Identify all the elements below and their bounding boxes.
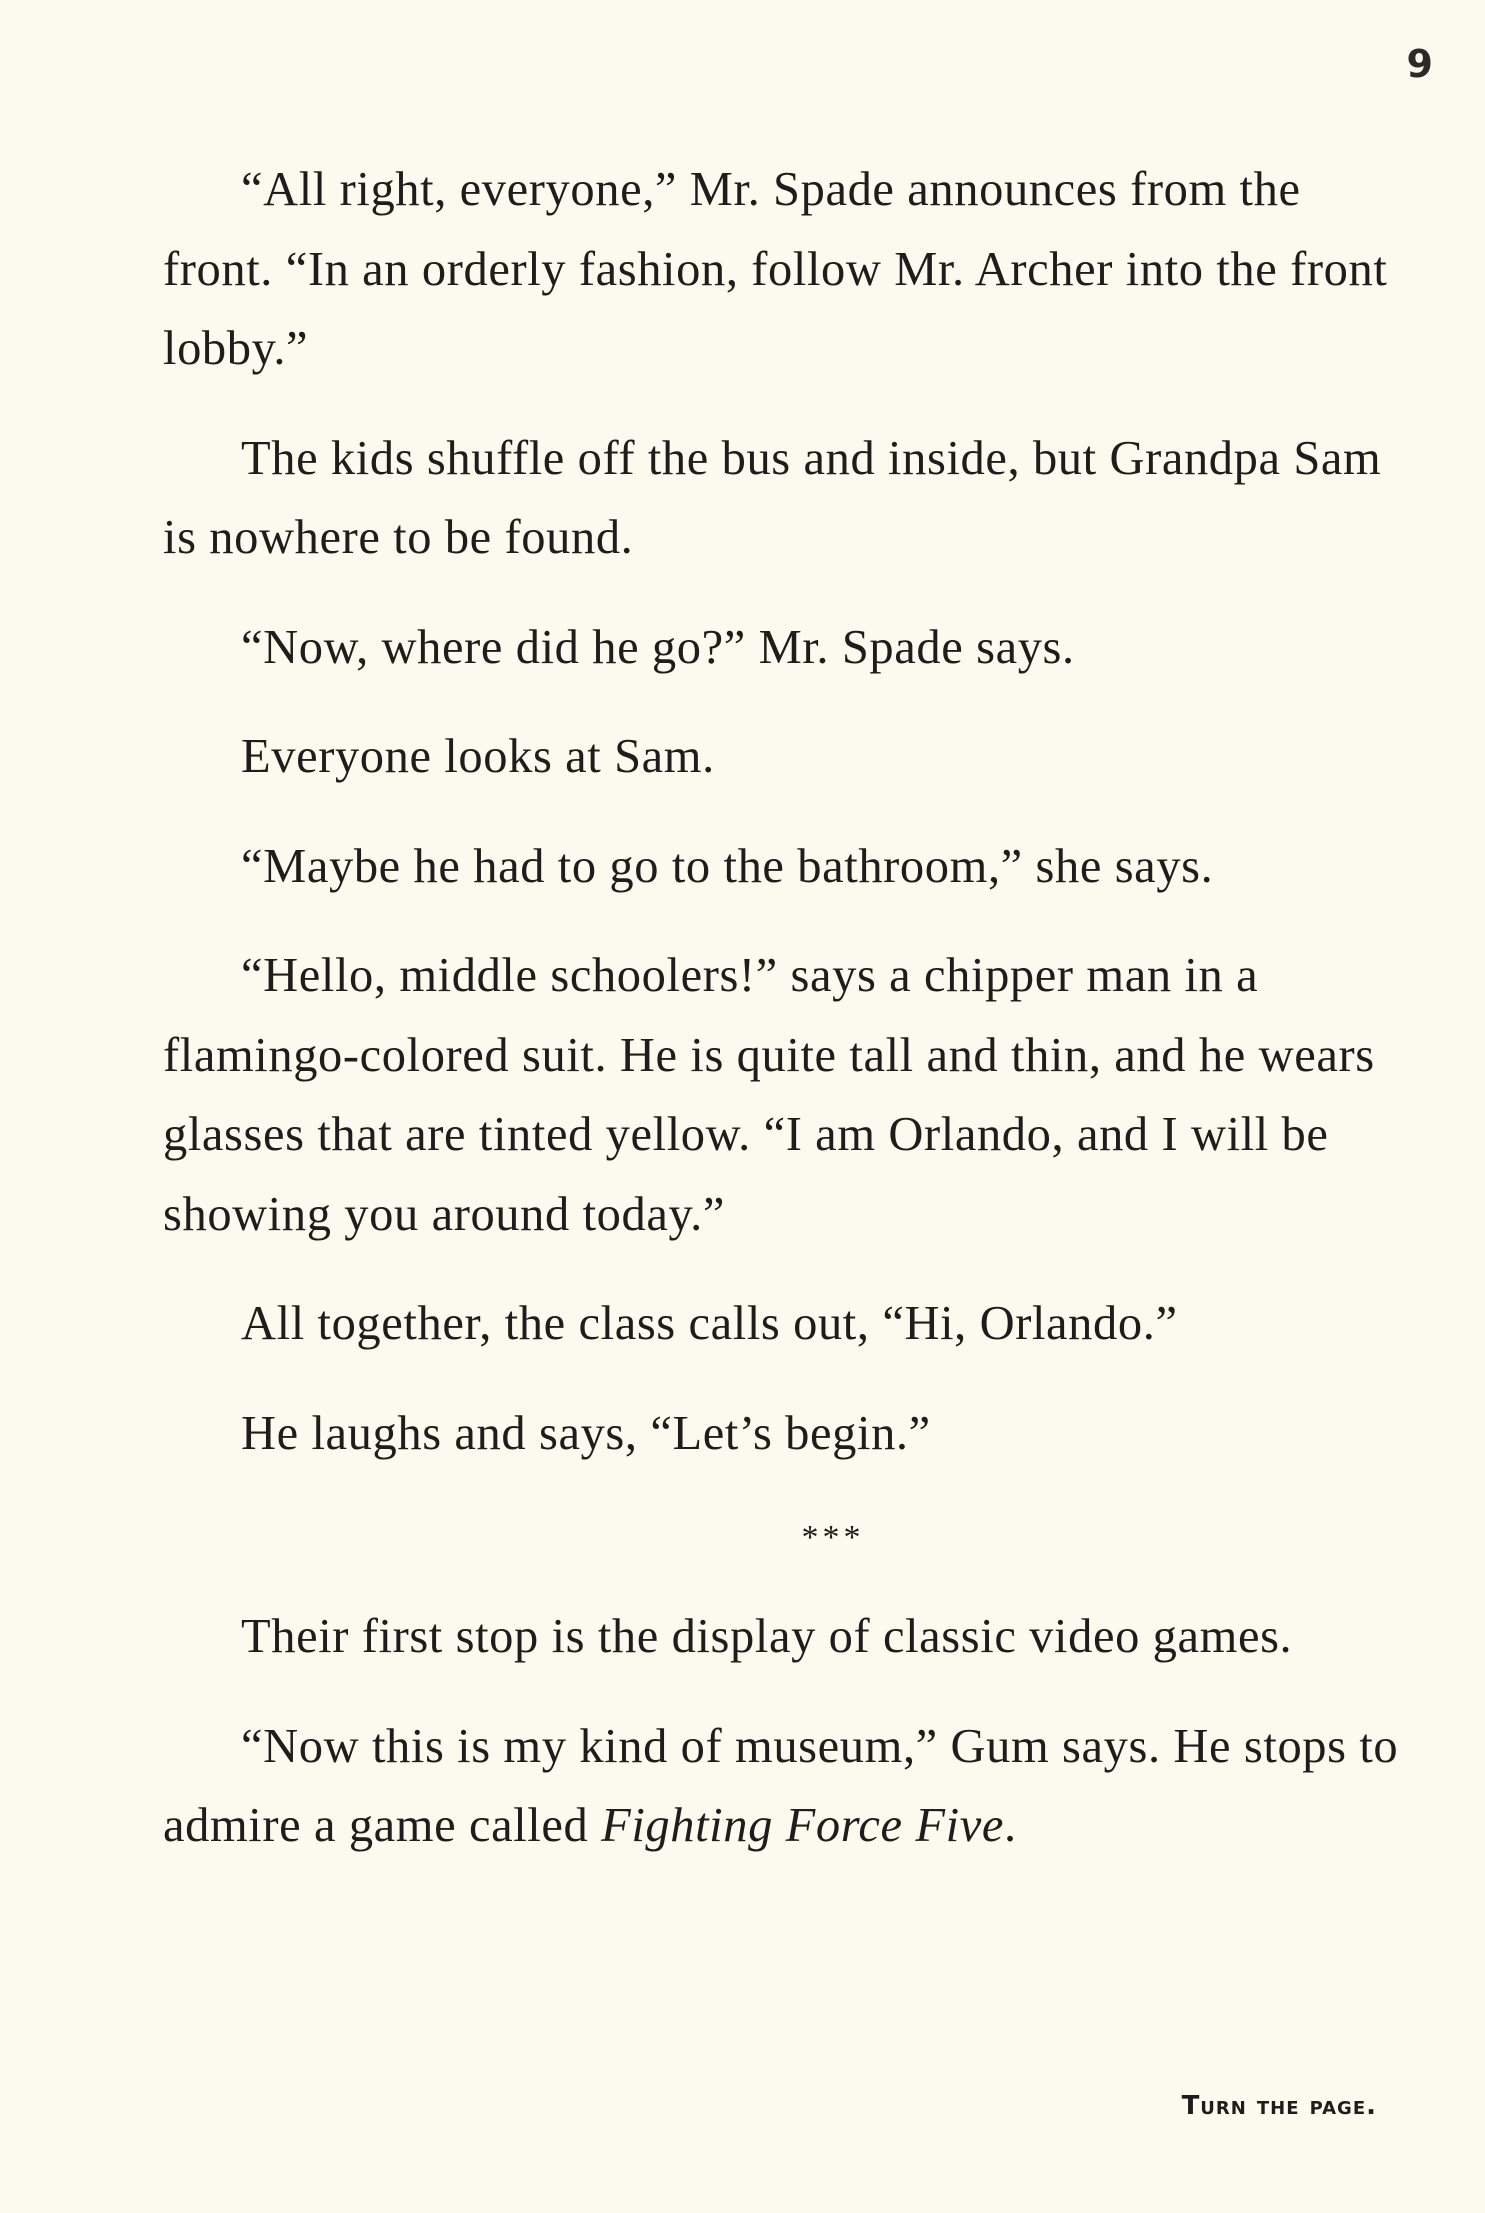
paragraph-text: All together, the class calls out, “Hi, Orlando.” [241,1297,1178,1350]
paragraph [163,150,1423,389]
paragraph-text: Everyone looks at Sam. [241,730,715,783]
paragraph [163,1707,1423,1866]
paragraph-text: “Now, where did he go?” Mr. Spade says. [241,620,1075,674]
paragraph-text: “Maybe he had to go to the bathroom,” she says. [241,839,1214,893]
body-text [163,150,1423,1896]
paragraph-text: “Now this is my kind of museum,” Gum says. He stops to admire a game called [163,1719,1399,1852]
paragraph-text: He laughs and says, “Let’s begin.” [241,1406,931,1460]
paragraph [163,1394,1423,1474]
paragraph [163,717,1423,797]
paragraphs-before-break [163,150,1423,1473]
paragraph-text: “Hello, middle schoolers!” says a chipper man in a flamingo-colored suit. He is quite tall and thin, and he wears glasses that are tinted yellow. “I am Orlando, and I will be showing you around today.” [163,949,1375,1241]
paragraph-text: The kids shuffle off the bus and inside, but Grandpa Sam is nowhere to be found. [163,431,1382,564]
paragraph-text: “All right, everyone,” Mr. Spade announces from the front. “In an orderly fashion, follow Mr. Archer into the front lobby.” [163,163,1388,375]
paragraph-text: Their first stop is the display of classic video games. [241,1610,1293,1663]
page-number: 9 [1406,42,1433,86]
paragraph-text: . [1003,1799,1017,1852]
paragraph [163,419,1423,578]
turn-the-page-label: Turn the page. [1181,2091,1377,2121]
paragraphs-after-break [163,1597,1423,1866]
scene-break: *** [801,1519,865,1556]
paragraph [163,827,1423,907]
italic-title-text: Fighting Force Five [601,1799,1004,1852]
paragraph [163,1284,1423,1364]
paragraph [163,1597,1423,1677]
paragraph [163,936,1423,1254]
paragraph [163,608,1423,688]
